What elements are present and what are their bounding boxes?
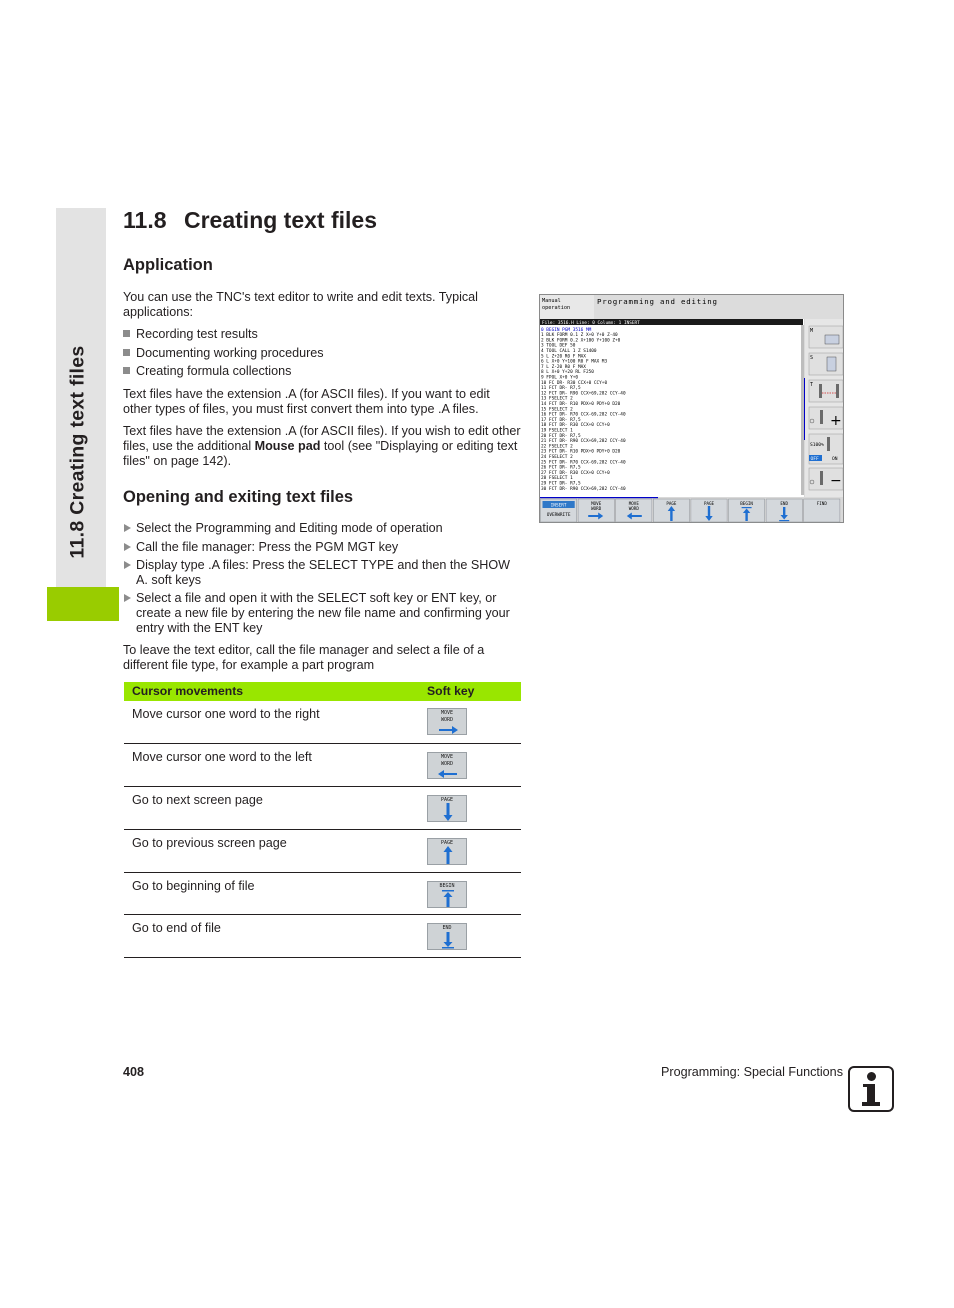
table-row	[124, 830, 521, 873]
opening-heading: Opening and exiting text files	[123, 488, 354, 506]
code-line: 10 FC DR- R30 CCX+0 CCY+0	[541, 380, 608, 386]
chapter-marker	[47, 587, 119, 621]
softkey-arrow-up[interactable]	[427, 838, 467, 865]
override-bar-2	[820, 471, 823, 485]
code-line: 21 FCT DR- R90 CCX+69,282 CCY-40	[541, 439, 626, 445]
minus-icon: −	[830, 473, 842, 489]
override-bar	[820, 410, 823, 424]
t-tool-right	[836, 384, 839, 398]
softkey-line2: WORD	[591, 506, 602, 511]
chapter-number: 11.8	[123, 207, 167, 233]
s-function-key	[809, 353, 843, 375]
code-line: 19 FSELECT 1	[541, 428, 573, 434]
editor-status: File: 3516.H Line: 0 Column: 1 INSERT	[542, 321, 640, 326]
step-triangle-icon	[124, 594, 131, 602]
leave-editor-text: To leave the text editor, call the file manager and select a file of a different file type, for example a part program	[123, 643, 485, 672]
code-line: 12 FCT DR- R90 CCX+69,282 CCY-40	[541, 391, 626, 397]
softkey-line1: FIND	[816, 501, 827, 506]
footer-title: Programming: Special Functions	[661, 1065, 843, 1079]
code-line: 6 L X+0 Y+100 R0 F MAX M3	[541, 359, 608, 365]
step-item: Select the Programming and Editing mode of operation	[123, 521, 521, 536]
s-spindle-icon	[827, 357, 836, 371]
chapter-title: Creating text files	[184, 207, 377, 233]
code-line: 20 FCT DR- R7,5	[541, 433, 581, 439]
bullet-square-icon	[123, 330, 130, 337]
softkey-separator	[540, 497, 658, 498]
code-line: 18 FCT DR- R30 CCX+0 CCY+0	[541, 423, 610, 429]
paragraph-extension: Text files have the extension .A (for ASCII files). If you want to edit other types of files, you must first convert them into type .A files.	[123, 387, 490, 416]
softkey-label: PAGE	[440, 840, 454, 846]
s-label: S	[810, 355, 814, 361]
softkey-label: END	[442, 925, 452, 931]
arrow-down-icon	[428, 796, 468, 823]
bar	[779, 520, 789, 521]
table-row	[124, 873, 521, 915]
application-intro: You can use the TNC's text editor to write and edit texts. Typical applications:	[123, 290, 478, 319]
row-description: Go to previous screen page	[132, 836, 287, 850]
row-description: Go to beginning of file	[132, 879, 255, 893]
chapter-heading	[123, 207, 377, 234]
code-line: 14 FCT DR- R10 PDX+0 PDY+0 D20	[541, 402, 621, 407]
application-heading: Application	[123, 256, 213, 274]
softkey-label: MOVE WORD	[440, 710, 454, 723]
m-machine-icon	[825, 335, 839, 344]
code-line: 29 FCT DR- R7,5	[541, 481, 581, 487]
softkey-label: MOVE WORD	[440, 754, 454, 767]
s100-label: S100%	[810, 443, 824, 448]
softkey-line1: BEGIN	[740, 501, 753, 506]
code-line: 16 FCT DR- R70 CCX-69,282 CCY-40	[541, 412, 626, 418]
code-line: 24 FSELECT 2	[541, 455, 573, 460]
step-triangle-icon	[124, 561, 131, 569]
softkey-arrow-up-bar[interactable]	[427, 881, 467, 908]
code-line: 2 BLK FORM 0.2 X+100 Y+100 Z+0	[541, 338, 621, 344]
table-row	[124, 701, 521, 744]
arrow-left-icon	[428, 753, 468, 780]
code-line: 0 BEGIN PGM 3516 MM	[541, 327, 592, 333]
bullet-square-icon	[123, 367, 130, 374]
code-line: 26 FCT DR- R7,5	[541, 465, 581, 471]
softkey-line1: PAGE	[666, 501, 677, 506]
row-description: Move cursor one word to the left	[132, 750, 312, 764]
cursor-movements-table	[124, 682, 521, 958]
code-line: 25 FCT DR- R70 CCX-69,282 CCY-40	[541, 460, 626, 466]
softkey-label: PAGE	[440, 797, 454, 803]
spindle-bar	[827, 437, 830, 451]
off-label: OFF	[810, 457, 819, 462]
softkey-line1: PAGE	[703, 501, 715, 506]
code-line: 9 FPOL X+0 Y+0	[541, 375, 579, 381]
softkey-arrow-down-bar[interactable]	[427, 923, 467, 950]
softkey-line2: OVERWRITE	[546, 513, 571, 518]
table-row	[124, 915, 521, 958]
code-line: 4 TOOL CALL 1 Z S1400	[541, 349, 597, 354]
arrow-up-bar-icon	[428, 882, 468, 909]
header-soft-key: Soft key	[427, 684, 475, 698]
code-line: 15 FSELECT 2	[541, 407, 573, 413]
arrow-right-icon	[428, 709, 468, 736]
side-chapter-title: 11.8 Creating text files	[66, 345, 89, 559]
mode-label: operation	[542, 305, 571, 311]
t-label: T	[810, 382, 814, 388]
page-number: 408	[123, 1065, 145, 1079]
softkey-arrow-down[interactable]	[427, 795, 467, 822]
table-body	[124, 701, 521, 958]
table-header	[124, 682, 521, 701]
arrow-up-icon	[428, 839, 468, 866]
arrow-down-bar-icon	[428, 924, 468, 951]
softkey-line2: WORD	[628, 506, 639, 511]
step-triangle-icon	[124, 524, 131, 532]
row-description: Go to end of file	[132, 921, 221, 935]
step-triangle-icon	[124, 543, 131, 551]
softkey-arrow-right[interactable]	[427, 708, 467, 735]
softkey-arrow-left[interactable]	[427, 752, 467, 779]
mode-label: Manual	[542, 298, 561, 304]
code-line: 5 L Z+20 R0 F MAX	[541, 354, 586, 360]
table-row	[124, 787, 521, 830]
editor-scrollbar	[801, 325, 804, 495]
bullet-item: Documenting working procedures	[123, 346, 324, 361]
code-line: 11 FCT DR- R7,5	[541, 386, 581, 392]
plus-icon: +	[830, 413, 842, 429]
tnc-editor-screenshot	[539, 294, 844, 523]
softkey-line1: MOVE	[591, 501, 602, 506]
softkey-label: BEGIN	[439, 883, 455, 889]
on-label: ON	[832, 457, 838, 462]
softkey-line1: END	[780, 501, 788, 506]
t-tool-left	[819, 384, 822, 398]
table-row	[124, 744, 521, 787]
code-line: 8 L X+0 Y+20 RL F250	[541, 370, 594, 376]
code-line: 7 L Z-20 R0 F MAX	[541, 364, 586, 370]
code-line: 28 FSELECT 1	[541, 476, 573, 482]
m-label: M	[810, 328, 814, 334]
bullet-item: Recording test results	[123, 327, 258, 342]
code-line: 17 FCT DR- R7,5	[541, 417, 581, 423]
paragraph-mouse-pad: Text files have the extension .A (for ASCII files). If you wish to edit other files, use the additional Mouse pad tool (see "Displaying or editing text files" on page 142).	[123, 424, 521, 468]
code-line: 1 BLK FORM 0.1 Z X+0 Y+0 Z-40	[541, 333, 618, 339]
code-line: 13 FSELECT 2	[541, 396, 573, 402]
softkey-line1: MOVE	[628, 501, 639, 506]
bullet-item: Creating formula collections	[123, 364, 291, 379]
step-item: Select a file and open it with the SELECT soft key or ENT key, or create a new file by entering the new file name and confirming your entry with the ENT key	[123, 591, 521, 635]
header-cursor-movements: Cursor movements	[132, 684, 244, 698]
softkey-line1: INSERT	[550, 503, 567, 509]
code-line: 23 FCT DR- R10 PDX+0 PDY+0 D20	[541, 449, 621, 455]
bar	[742, 507, 752, 508]
step-item: Display type .A files: Press the SELECT TYPE and then the SHOW A. soft keys	[123, 558, 521, 588]
code-line: 22 FSELECT 2	[541, 444, 573, 450]
code-line: 3 TOOL DEF 50	[541, 343, 576, 349]
step-item: Call the file manager: Press the PGM MGT key	[123, 540, 521, 555]
info-icon	[848, 1066, 894, 1112]
code-line: 27 FCT DR- R30 CCX+0 CCY+0	[541, 470, 610, 476]
bullet-square-icon	[123, 349, 130, 356]
mode-title: Programming and editing	[597, 297, 718, 306]
code-line: 30 FCT DR- R90 CCX+69,282 CCY-40	[541, 486, 626, 492]
row-description: Move cursor one word to the right	[132, 707, 320, 721]
row-description: Go to next screen page	[132, 793, 263, 807]
